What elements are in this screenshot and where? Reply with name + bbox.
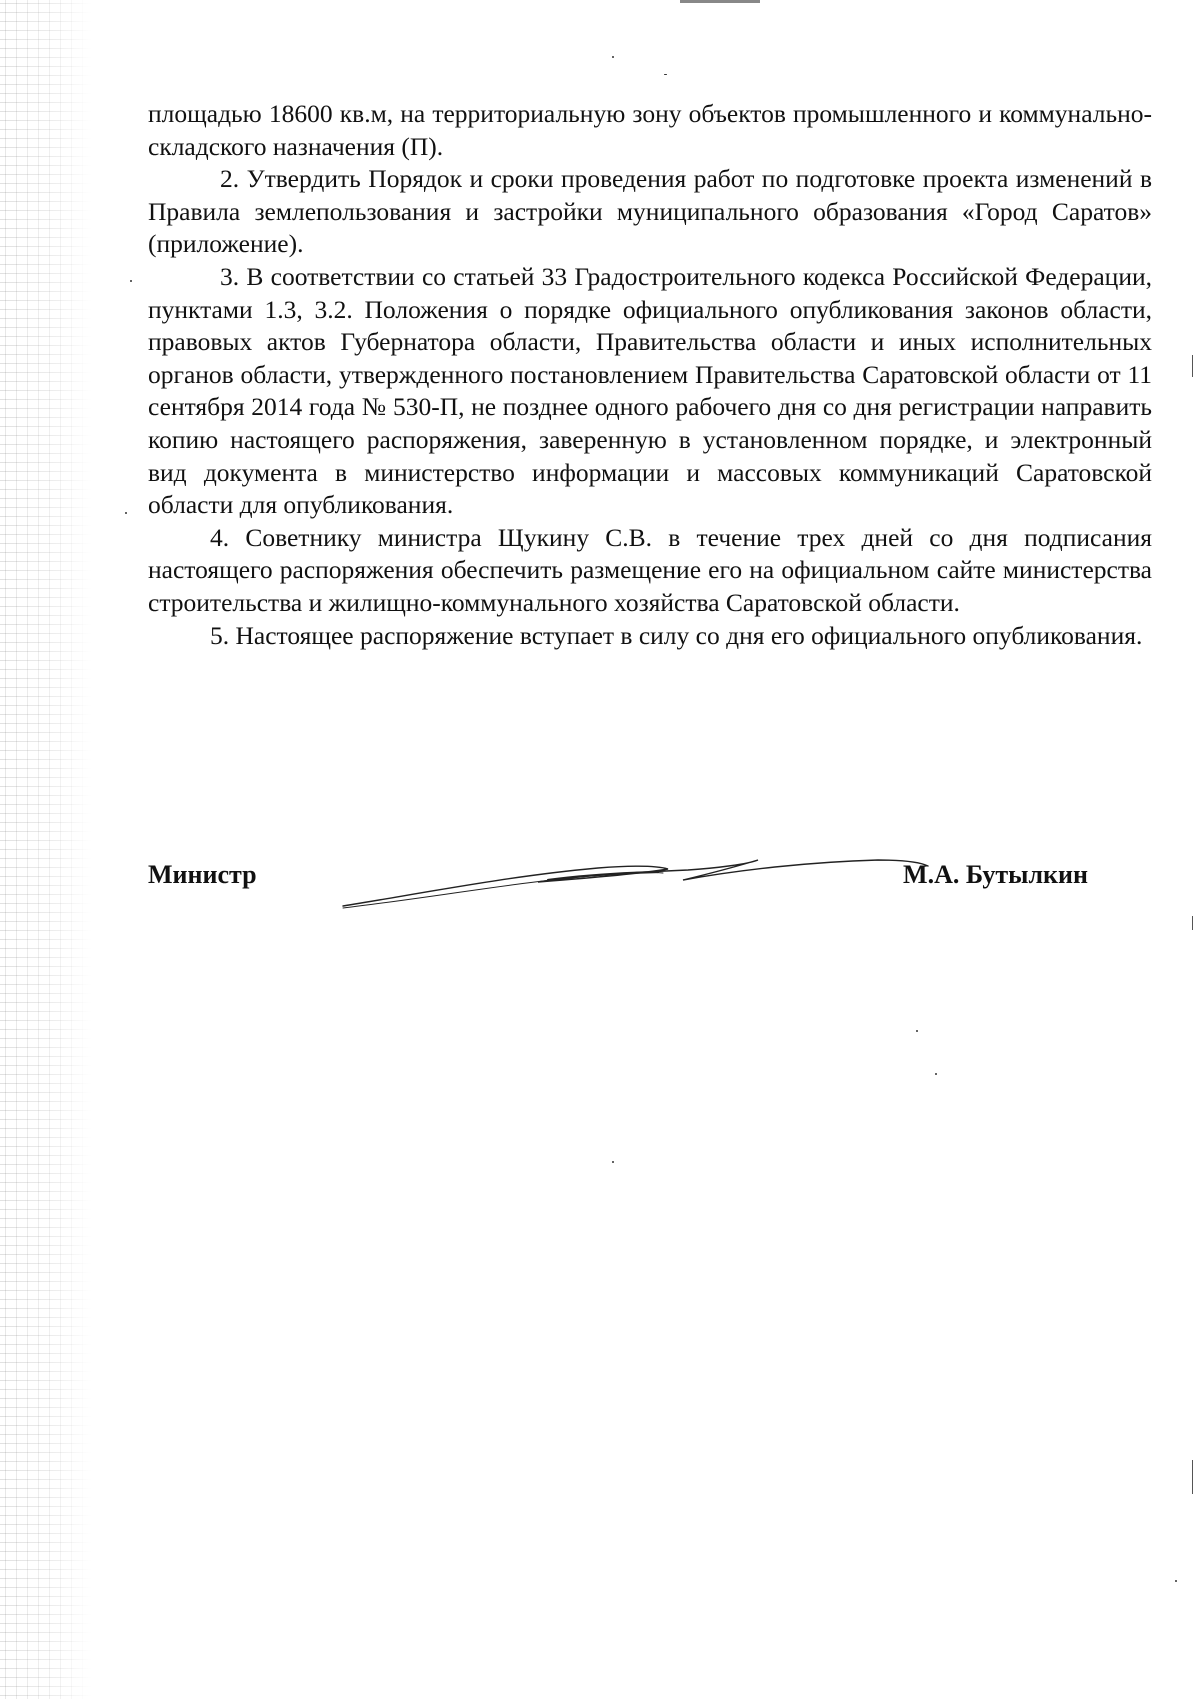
scan-edge-noise <box>0 0 92 1699</box>
paragraph-continuation: площадью 18600 кв.м, на территориальную зону объектов промышленного и коммунально-складского назначения (П). <box>148 99 1152 161</box>
scan-speck <box>612 56 614 58</box>
paragraph-item-2: 2. Утвердить Порядок и сроки проведения работ по подготовке проекта изменений в Правила землепользования и застройки муниципального образования «Город Саратов» (приложение). <box>148 164 1152 259</box>
scan-speck <box>1175 1580 1177 1582</box>
scan-edge-mark <box>680 0 760 3</box>
scan-speck <box>130 280 132 282</box>
paragraph-item-3: 3. В соответствии со статьей 33 Градостроительного кодекса Российской Федерации, пунктами 1.3, 3.2. Положения о порядке официального опубликования законов области, правовых актов Губернатора области, Правительства области и иных исполнительных органов области, утвержденного постановлением Правительства Саратовской области от 11 сентября 2014 года № 530-П, не позднее одного рабочего дня со дня регистрации направить копию настоящего распоряжения, заверенную в установленном порядке, и электронный вид документа в министерство информации и массовых коммуникаций Саратовской области для опубликования. <box>148 261 1152 520</box>
signature-block <box>148 856 1088 916</box>
paragraph-item-5: 5. Настоящее распоряжение вступает в силу со дня его официального опубликования. <box>210 620 1143 650</box>
scan-speck <box>916 1030 918 1032</box>
paragraph-item-4: 4. Советнику министра Щукину С.В. в течение трех дней со дня подписания настоящего распоряжения обеспечить размещение его на официальном сайте министерства строительства и жилищно-коммунального хозяйства Саратовской области. <box>148 522 1152 617</box>
handwritten-signature <box>338 836 938 916</box>
signatory-name: М.А. Бутылкин <box>903 860 1088 889</box>
scan-speck <box>125 512 127 514</box>
scan-speck <box>935 1073 937 1075</box>
scan-edge-mark <box>1192 916 1193 930</box>
signatory-title: Министр <box>148 860 257 889</box>
document-body <box>148 98 1152 652</box>
scan-speck <box>612 1161 614 1163</box>
scan-edge-mark <box>1192 1460 1193 1494</box>
scan-edge-mark <box>1192 355 1193 377</box>
scan-speck <box>664 74 667 75</box>
